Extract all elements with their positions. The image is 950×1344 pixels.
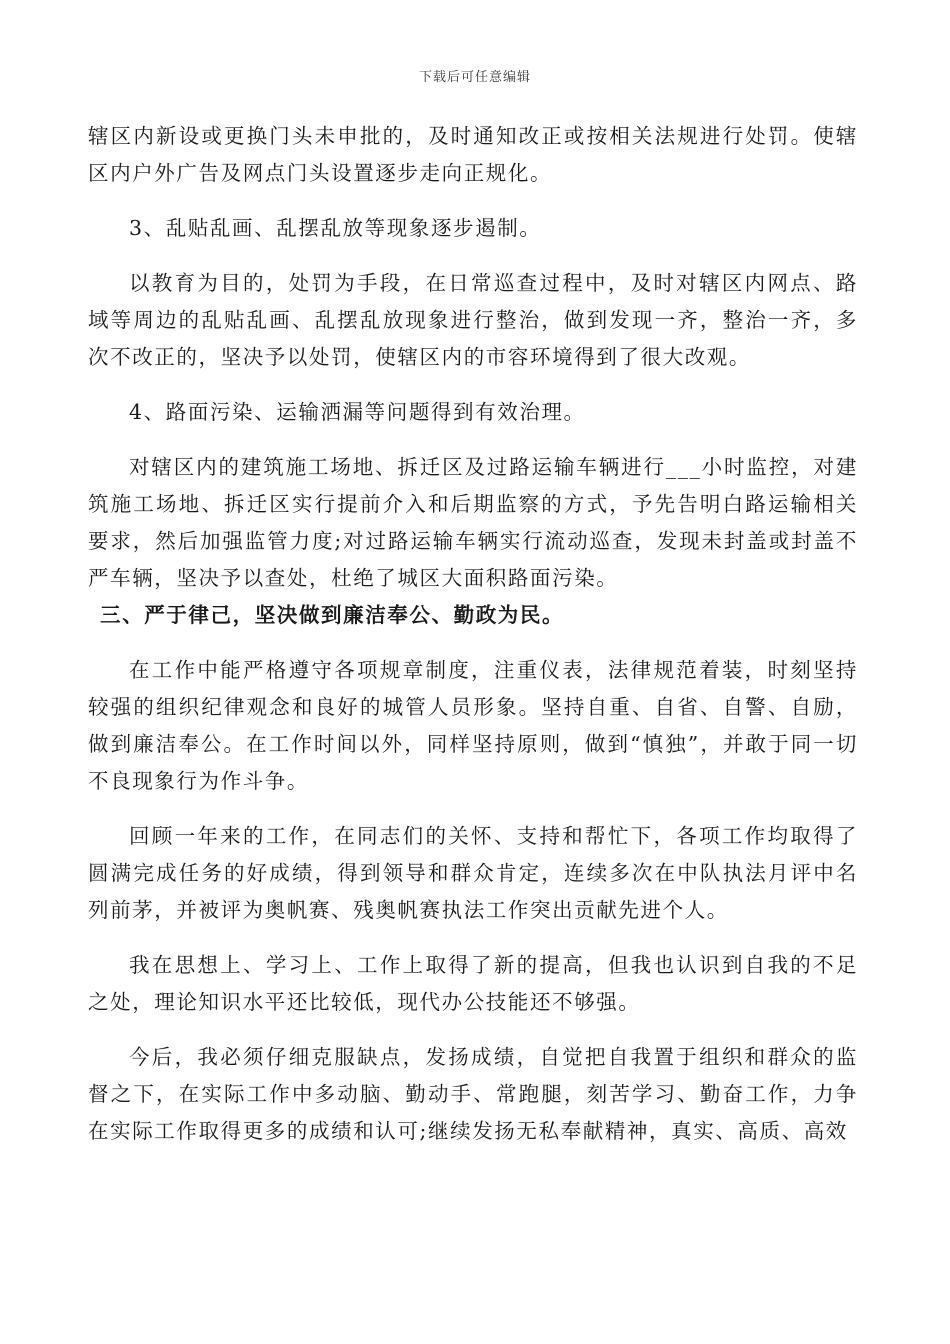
paragraph-6: 在工作中能严格遵守各项规章制度，注重仪表，法律规范着装，时刻坚持较强的组织纪律观念和良好的城管人员形象。坚持自重、自省、自警、自励，做到廉洁奉公。在工作时间以外，同样坚持原则，做到“慎独”，并敢于同一切不良现象行为作斗争。: [88, 658, 858, 793]
paragraph-3: 以教育为目的，处罚为手段，在日常巡查过程中，及时对辖区内网点、路域等周边的乱贴乱画、乱摆乱放现象进行整治，做到发现一齐，整治一齐，多次不改正的，坚决予以处罚，使辖区内的市容环境得到了很大改观。: [88, 271, 858, 369]
paragraph-8: 我在思想上、学习上、工作上取得了新的提高，但我也认识到自我的不足之处，理论知识水平还比较低，现代办公技能还不够强。: [88, 953, 858, 1014]
paragraph-7: 回顾一年来的工作，在同志们的关怀、支持和帮忙下，各项工作均取得了圆满完成任务的好成绩，得到领导和群众肯定，连续多次在中队执法月评中名列前茅，并被评为奥帆赛、残奥帆赛执法工作突出贡献先进个人。: [88, 824, 858, 922]
section-heading: 三、严于律己，坚决做到廉洁奉公、勤政为民。: [100, 603, 565, 627]
page-header: 下载后可任意编辑: [418, 70, 531, 85]
paragraph-5: 对辖区内的建筑施工场地、拆迁区及过路运输车辆进行___小时监控，对建筑施工场地、拆迁区实行提前介入和后期监察的方式，予先告明白路运输相关要求，然后加强监管力度;对过路运输车辆实行流动巡查，发现未封盖或封盖不严车辆，坚决予以查处，杜绝了城区大面积路面污染。: [88, 455, 858, 590]
document-body: [88, 118, 858, 1150]
paragraph-2: 3、乱贴乱画、乱摆乱放等现象逐步遏制。: [129, 216, 542, 240]
paragraph-4: 4、路面污染、运输洒漏等问题得到有效治理。: [129, 400, 586, 424]
paragraph-9: 今后，我必须仔细克服缺点，发扬成绩，自觉把自我置于组织和群众的监督之下，在实际工作中多动脑、勤动手、常跑腿，刻苦学习、勤奋工作，力争在实际工作取得更多的成绩和认可;继续发扬无私奉献精神，真实、高质、高效: [88, 1045, 858, 1143]
paragraph-1: 辖区内新设或更换门头未申批的，及时通知改正或按相关法规进行处罚。使辖区内户外广告及网点门头设置逐步走向正规化。: [88, 124, 858, 185]
